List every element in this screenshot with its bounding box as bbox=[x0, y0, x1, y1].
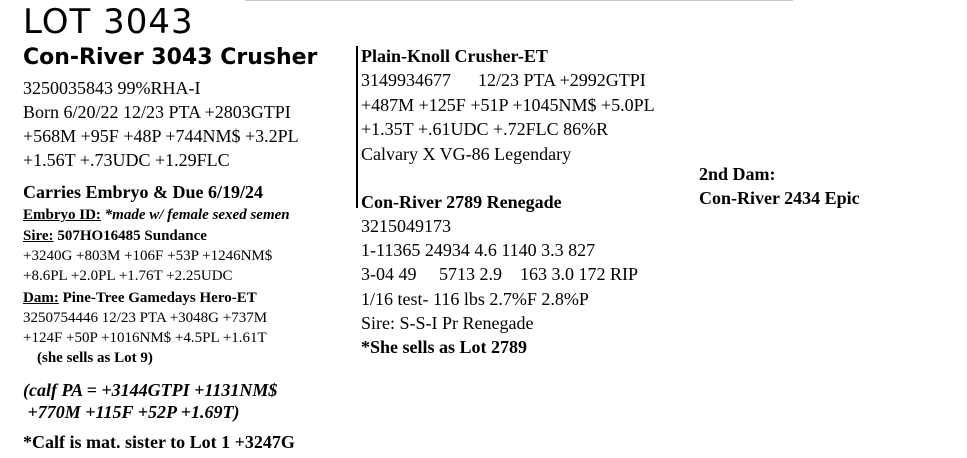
dam-test: 1/16 test- 116 lbs 2.7%F 2.8%P bbox=[361, 289, 589, 309]
embryo-sire-line bbox=[23, 226, 207, 246]
dam-record-1: 1-11365 24934 4.6 1140 3.3 827 bbox=[361, 240, 596, 260]
sire-registration: 3149934677 12/23 PTA +2992GTPI bbox=[361, 70, 646, 90]
calf-pa-line-1: (calf PA = +3144GTPI +1131NM$ bbox=[23, 380, 278, 400]
birth-pta-line: Born 6/20/22 12/23 PTA +2803GTPI bbox=[23, 102, 291, 122]
second-dam-label: 2nd Dam: bbox=[699, 164, 776, 184]
embryo-sire-stats-2: +8.6PL +2.0PL +1.76T +2.25UDC bbox=[23, 268, 233, 284]
sire-production: +487M +125F +51P +1045NM$ +5.0PL bbox=[361, 95, 655, 115]
embryo-dam-stats-2: +124F +50P +1016NM$ +4.5PL +1.61T bbox=[23, 330, 267, 346]
dam-sire: Sire: S-S-I Pr Renegade bbox=[361, 313, 534, 333]
embryo-id-note: *made w/ female sexed semen bbox=[104, 207, 290, 223]
embryo-id-line bbox=[23, 205, 290, 225]
dam-sells: *She sells as Lot 2789 bbox=[361, 337, 528, 357]
embryo-sire-label: Sire: bbox=[23, 228, 54, 244]
embryo-dam-sells: (she sells as Lot 9) bbox=[37, 350, 153, 366]
production-line: +568M +95F +48P +744NM$ +3.2PL bbox=[23, 126, 299, 146]
embryo-dam-line bbox=[23, 288, 257, 308]
dam-name: Con-River 2789 Renegade bbox=[361, 192, 562, 212]
top-rule bbox=[245, 0, 793, 1]
lot-title: LOT 3043 bbox=[23, 2, 194, 42]
dam-record-2: 3-04 49 5713 2.9 163 3.0 172 RIP bbox=[361, 264, 639, 284]
dam-registration: 3215049173 bbox=[361, 216, 451, 236]
embryo-sire-stats-1: +3240G +803M +106F +53P +1246NM$ bbox=[23, 248, 273, 264]
calf-note: *Calf is mat. sister to Lot 1 +3247G bbox=[23, 432, 295, 452]
calf-pa-line-2: +770M +115F +52P +1.69T) bbox=[23, 402, 240, 422]
sire-type: +1.35T +.61UDC +.72FLC 86%R bbox=[361, 119, 609, 139]
second-dam-name: Con-River 2434 Epic bbox=[699, 188, 860, 208]
registration-line: 3250035843 99%RHA-I bbox=[23, 78, 201, 98]
sire-pedigree: Calvary X VG-86 Legendary bbox=[361, 144, 572, 164]
embryo-heading: Carries Embryo & Due 6/19/24 bbox=[23, 182, 263, 202]
embryo-id-label: Embryo ID: bbox=[23, 207, 101, 223]
embryo-dam-label: Dam: bbox=[23, 290, 59, 306]
embryo-sire-name: 507HO16485 Sundance bbox=[57, 228, 207, 244]
embryo-dam-stats-1: 3250754446 12/23 PTA +3048G +737M bbox=[23, 310, 268, 326]
animal-name: Con-River 3043 Crusher bbox=[23, 45, 318, 70]
pedigree-divider bbox=[356, 46, 358, 208]
embryo-dam-name: Pine-Tree Gamedays Hero-ET bbox=[62, 290, 257, 306]
sire-name: Plain-Knoll Crusher-ET bbox=[361, 46, 548, 66]
type-line: +1.56T +.73UDC +1.29FLC bbox=[23, 150, 230, 170]
